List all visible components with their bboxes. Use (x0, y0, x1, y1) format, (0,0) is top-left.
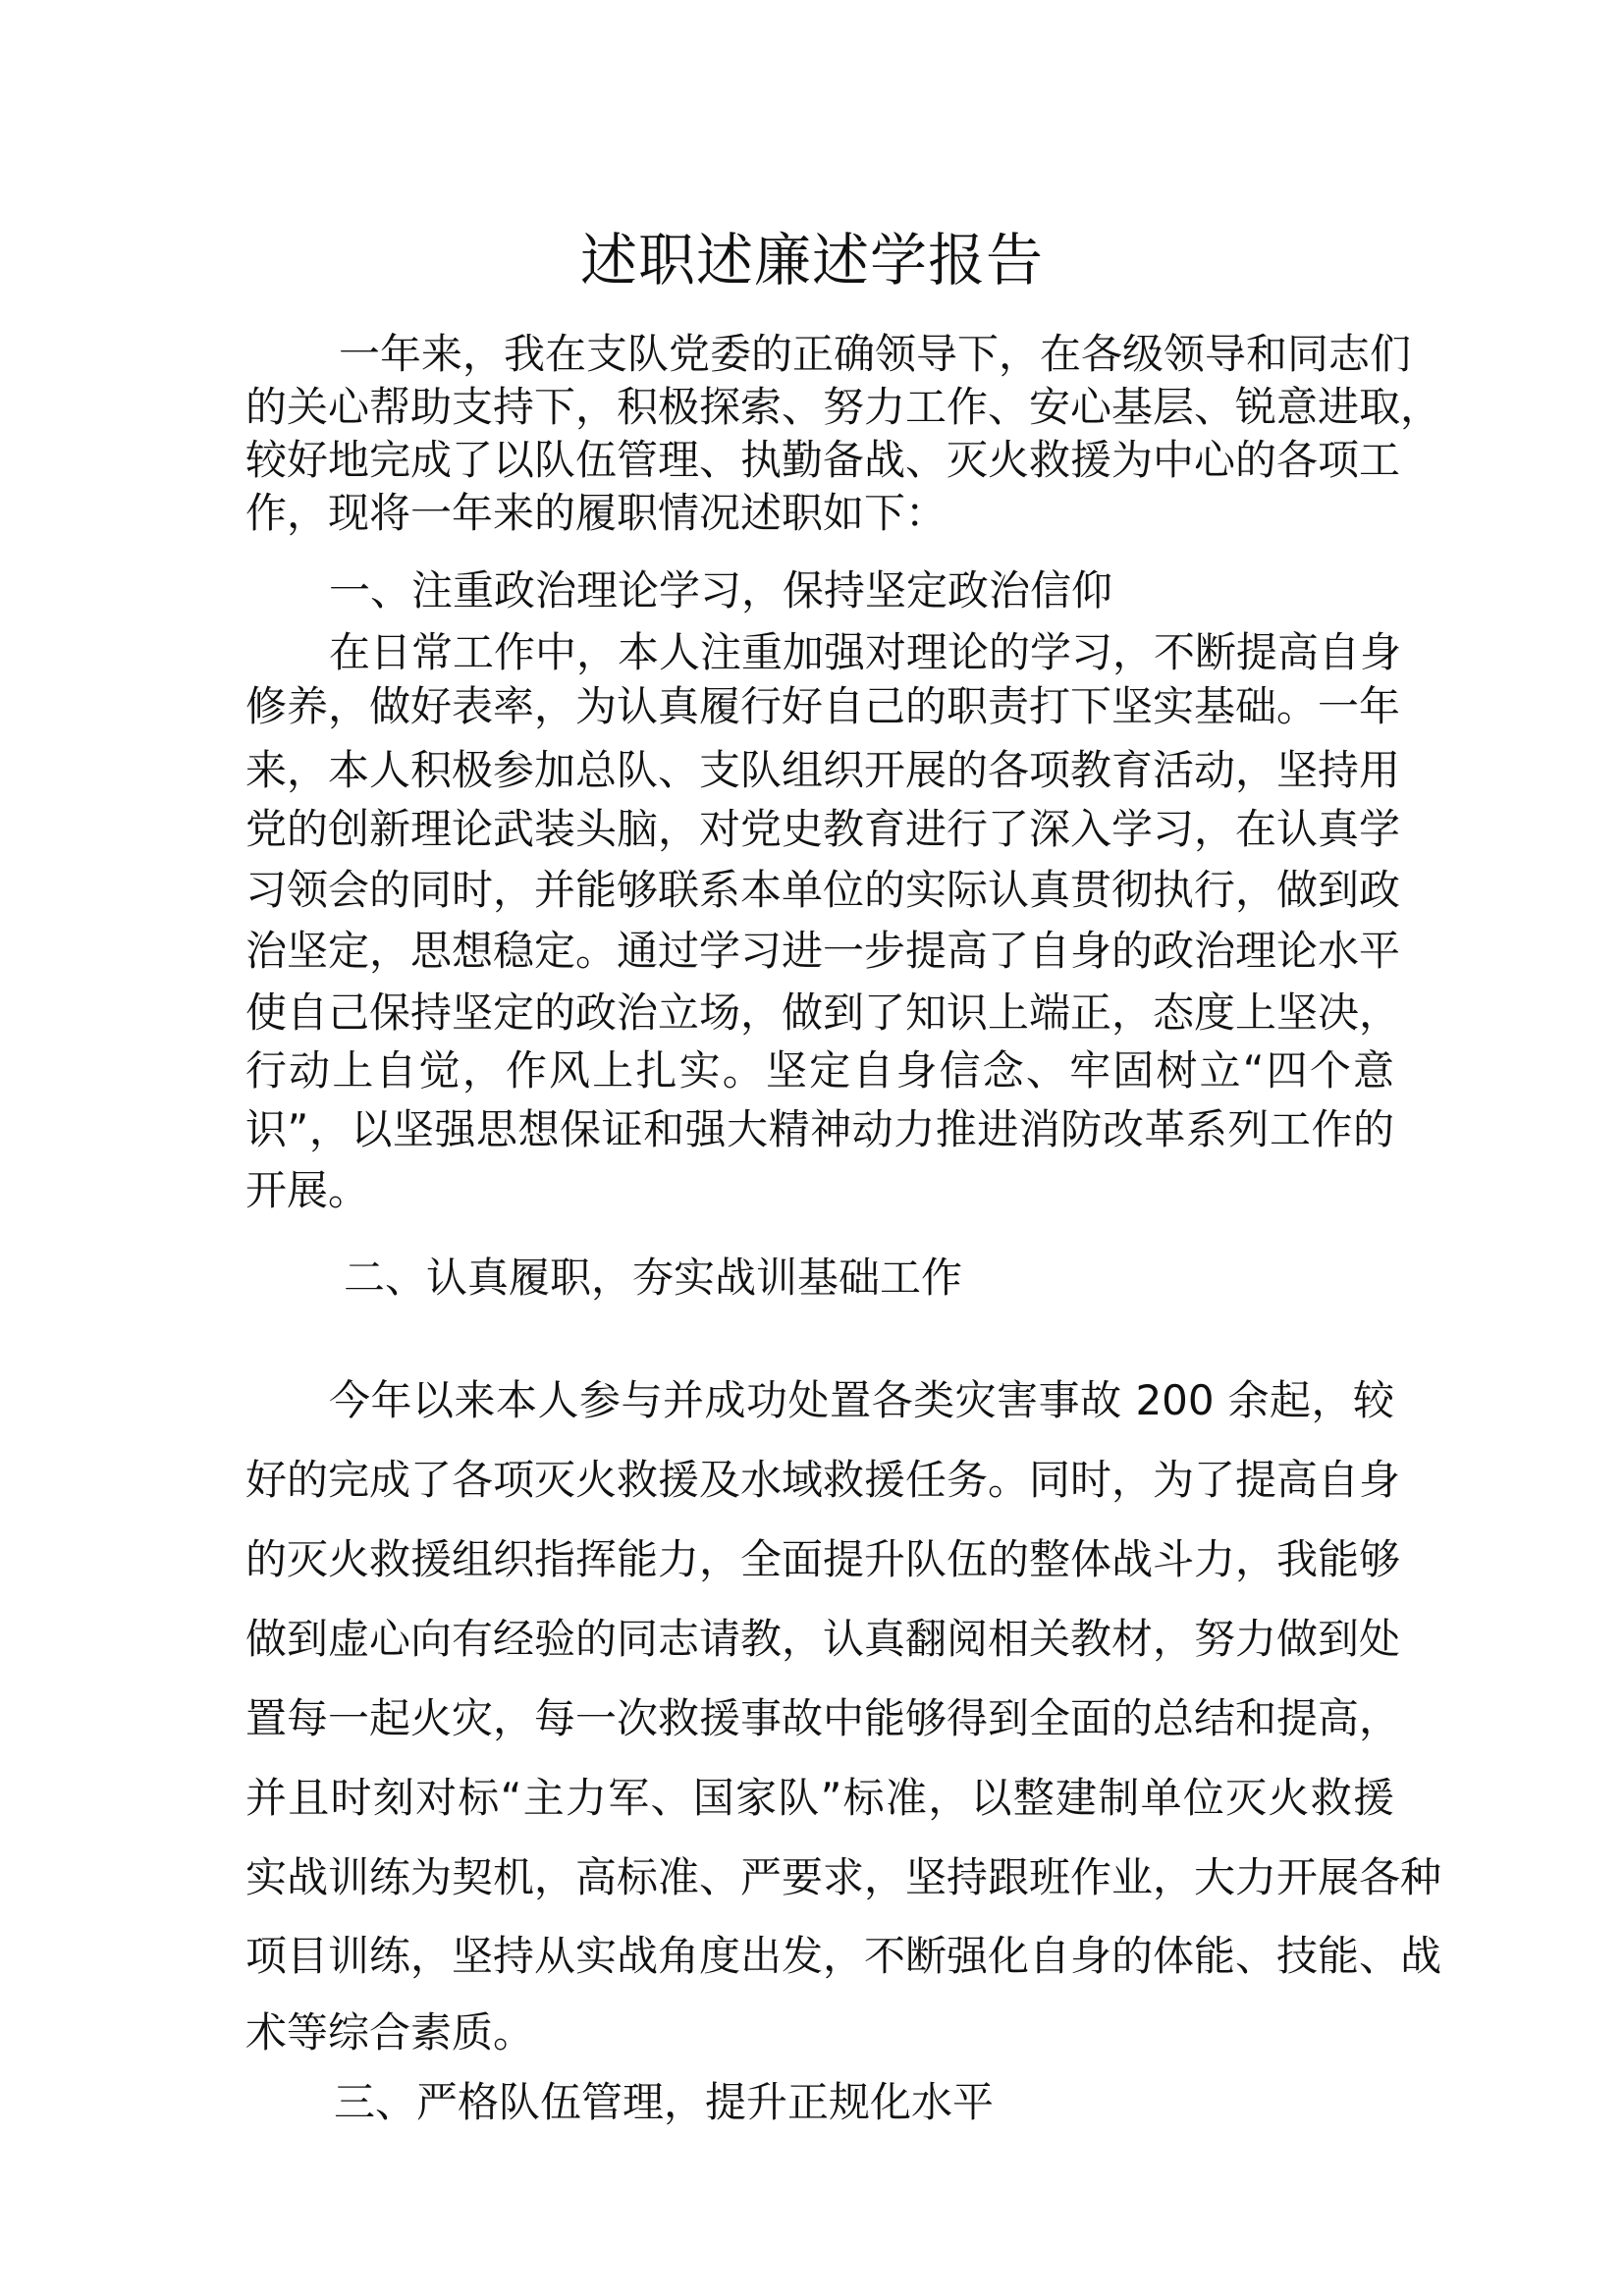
section-1-line-7: 使自己保持坚定的政治立场，做到了知识上端正，态度上坚决， (245, 988, 1401, 1037)
intro-line-2: 的关心帮助支持下，积极探索、努力工作、安心基层、锐意进取， (245, 383, 1442, 431)
intro-line-1: 一年来，我在支队党委的正确领导下，在各级领导和同志们 (339, 330, 1412, 378)
section-1-line-1: 在日常工作中，本人注重加强对理论的学习，不断提高自身 (329, 628, 1402, 676)
section-2-line-6: 并且时刻对标“主力军、国家队”标准，以整建制单位灭火救援 (245, 1774, 1394, 1822)
section-2-heading: 二、认真履职，夯实战训基础工作 (344, 1254, 963, 1302)
intro-line-3: 较好地完成了以队伍管理、执勤备战、灭火救援为中心的各项工 (245, 436, 1401, 484)
section-1-heading: 一、注重政治理论学习，保持坚定政治信仰 (329, 566, 1113, 614)
section-2-line-8: 项目训练，坚持从实战角度出发，不断强化自身的体能、技能、战 (245, 1932, 1442, 1980)
intro-line-4: 作，现将一年来的履职情况述职如下： (245, 489, 947, 537)
section-1-line-10: 开展。 (245, 1166, 370, 1214)
section-1-line-4: 党的创新理论武装头脑，对党史教育进行了深入学习，在认真学 (245, 805, 1401, 853)
section-1-line-6: 治坚定，思想稳定。通过学习进一步提高了自身的政治理论水平 (245, 927, 1401, 975)
section-1-line-3: 来，本人积极参加总队、支队组织开展的各项教育活动，坚持用 (245, 746, 1401, 794)
document-title: 述职述廉述学报告 (579, 227, 1044, 294)
section-1-line-5: 习领会的同时，并能够联系本单位的实际认真贯彻执行，做到政 (245, 866, 1401, 914)
section-2-line-3: 的灭火救援组织指挥能力，全面提升队伍的整体战斗力，我能够 (245, 1535, 1401, 1583)
section-2-line-4: 做到虚心向有经验的同志请教，认真翻阅相关教材，努力做到处 (245, 1615, 1401, 1663)
section-1-line-9: 识”，以坚强思想保证和强大精神动力推进消防改革系列工作的 (245, 1105, 1394, 1153)
section-2-line-7: 实战训练为契机，高标准、严要求，坚持跟班作业，大力开展各种 (245, 1853, 1442, 1901)
section-2-line-1: 今年以来本人参与并成功处置各类灾害事故 200 余起，较 (329, 1376, 1394, 1424)
section-2-line-2: 好的完成了各项灭火救援及水域救援任务。同时，为了提高自身 (245, 1456, 1401, 1504)
section-2-line-5: 置每一起火灾，每一次救援事故中能够得到全面的总结和提高， (245, 1694, 1401, 1742)
section-3-heading: 三、严格队伍管理，提升正规化水平 (334, 2078, 995, 2126)
section-1-line-8: 行动上自觉，作风上扎实。坚定自身信念、牢固树立“四个意 (245, 1046, 1394, 1095)
section-1-line-2: 修养，做好表率，为认真履行好自己的职责打下坚实基础。一年 (245, 682, 1401, 730)
section-2-line-9: 术等综合素质。 (245, 2008, 535, 2056)
